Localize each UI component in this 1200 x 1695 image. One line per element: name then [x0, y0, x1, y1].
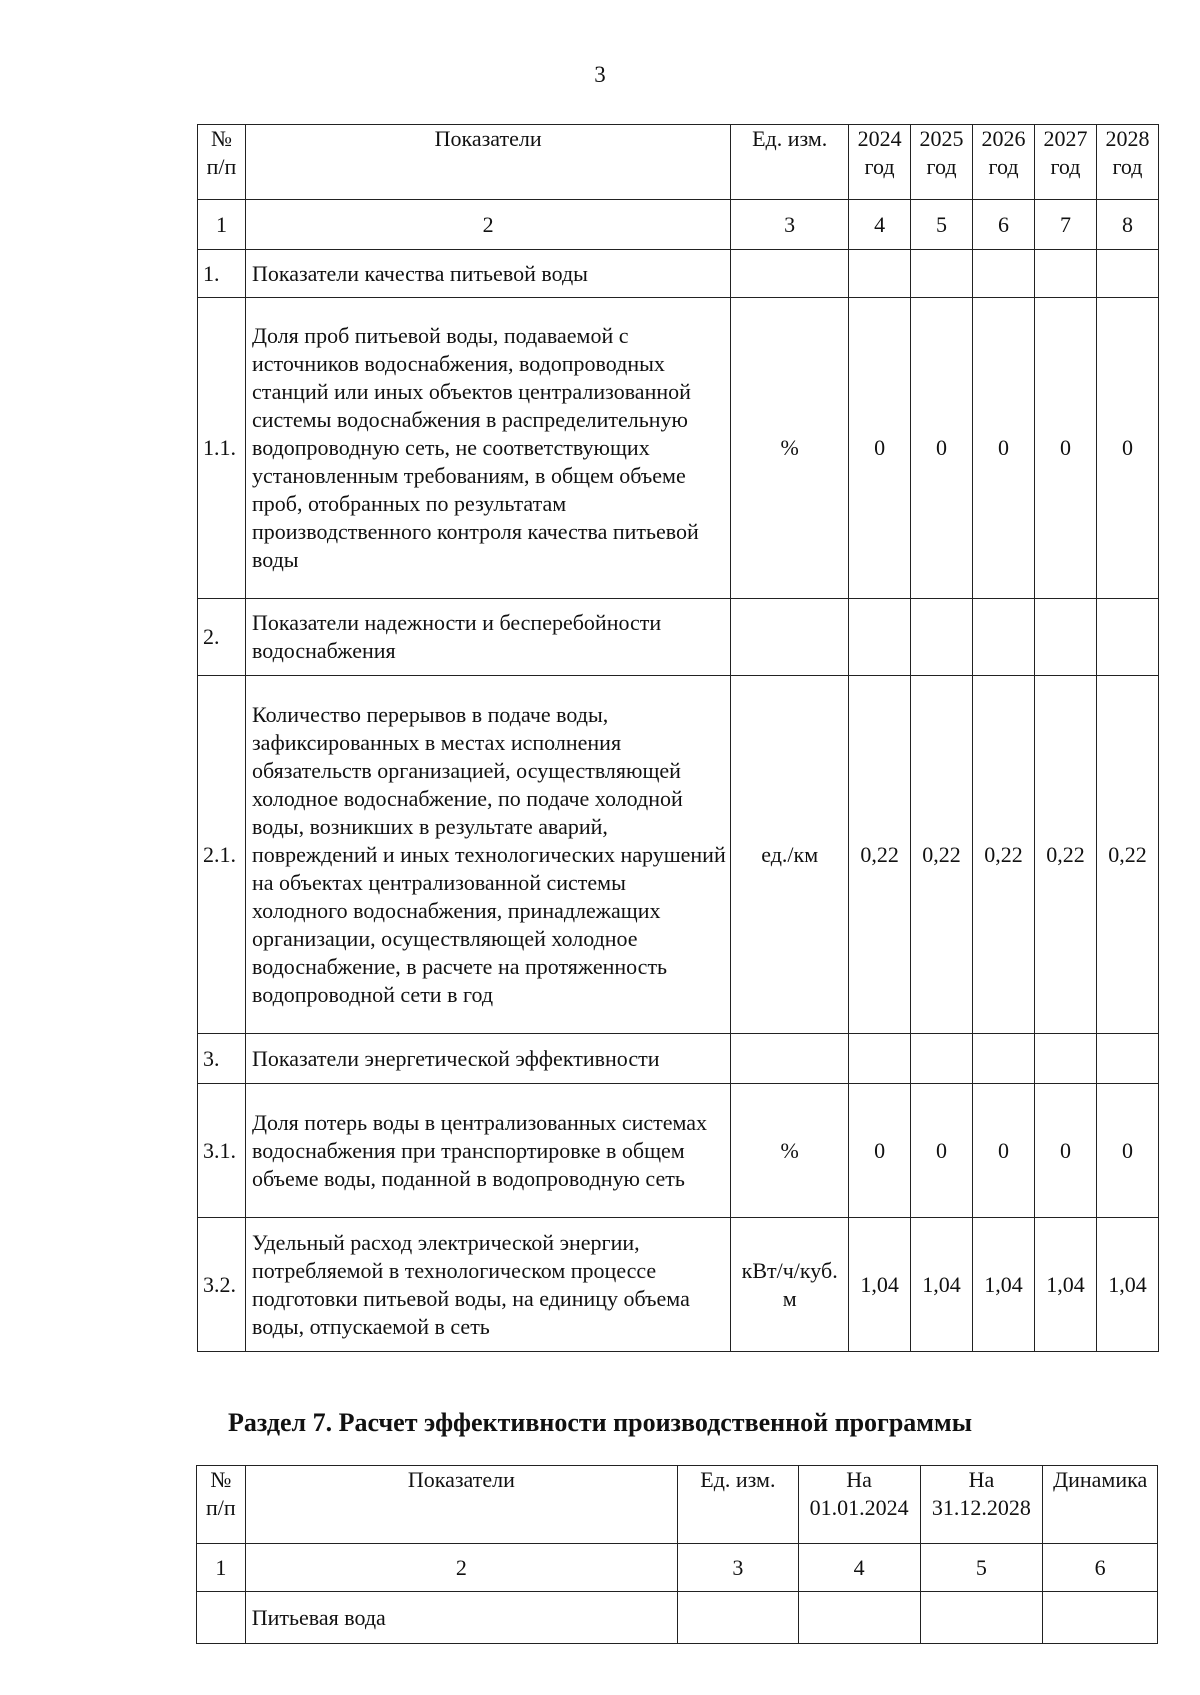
indicators-table: [197, 124, 1159, 1352]
row-value: [1096, 599, 1158, 676]
header-num: № п/п: [198, 125, 246, 200]
row-value: 0: [973, 298, 1035, 599]
row-num: 3.: [198, 1034, 246, 1084]
row-name: Количество перерывов в подаче воды, зафиксированных в местах исполнения обязательств организацией, осуществляющей холодное водоснабжение, по подаче холодной воды, возникших в результате аварий, повреждений и иных технологических нарушений на объектах централизованной системы холодного водоснабжения, принадлежащих организации, осуществляющей холодное водоснабжение, в расчете на протяженность водопроводной сети в год: [245, 676, 730, 1034]
row-value: 0,22: [1035, 676, 1097, 1034]
row-num: [197, 1592, 246, 1644]
col-number: 4: [798, 1544, 920, 1592]
header-year: 2024 год: [849, 125, 911, 200]
table-row: [197, 1592, 1158, 1644]
table-row: [198, 250, 1159, 298]
header-year: 2026 год: [973, 125, 1035, 200]
header-end: На 31.12.2028: [920, 1466, 1043, 1544]
page-number: 3: [594, 62, 606, 87]
row-value: 0: [849, 298, 911, 599]
row-name: Показатели надежности и бесперебойности водоснабжения: [245, 599, 730, 676]
row-start: [798, 1592, 920, 1644]
row-value: [1035, 599, 1097, 676]
row-unit: [678, 1592, 799, 1644]
row-value: 0: [1035, 298, 1097, 599]
row-unit: ед./км: [731, 676, 849, 1034]
row-value: [973, 599, 1035, 676]
row-value: [1035, 250, 1097, 298]
row-unit: %: [731, 298, 849, 599]
row-unit: кВт/ч/куб. м: [731, 1218, 849, 1352]
row-unit: [731, 250, 849, 298]
row-name: Доля проб питьевой воды, подаваемой с источников водоснабжения, водопроводных станций или иных объектов централизованной системы водоснабжения в распределительную водопроводную сеть, не соответствующих установленным требованиям, в общем объеме проб, отобранных по результатам производственного контроля качества питьевой воды: [245, 298, 730, 599]
row-unit: [731, 599, 849, 676]
row-value: 0: [1096, 298, 1158, 599]
row-value: [849, 599, 911, 676]
col-number: 3: [731, 200, 849, 250]
table-row: [198, 298, 1159, 599]
header-year: 2027 год: [1035, 125, 1097, 200]
row-name: Питьевая вода: [245, 1592, 677, 1644]
row-num: 2.1.: [198, 676, 246, 1034]
section-title: Раздел 7. Расчет эффективности производственной программы: [227, 1408, 973, 1437]
col-number: 2: [245, 1544, 677, 1592]
col-number: 7: [1035, 200, 1097, 250]
row-name: Показатели энергетической эффективности: [245, 1034, 730, 1084]
header-dynamics: Динамика: [1043, 1466, 1158, 1544]
header-indicator: Показатели: [245, 125, 730, 200]
row-dynamics: [1043, 1592, 1158, 1644]
table-row: [198, 1084, 1159, 1218]
row-value: 0,22: [1096, 676, 1158, 1034]
row-num: 2.: [198, 599, 246, 676]
column-number-row: [198, 200, 1159, 250]
header-num: № п/п: [197, 1466, 246, 1544]
row-value: [849, 250, 911, 298]
row-value: 1,04: [1035, 1218, 1097, 1352]
row-value: [973, 250, 1035, 298]
row-num: 3.1.: [198, 1084, 246, 1218]
col-number: 1: [198, 200, 246, 250]
row-name: Показатели качества питьевой воды: [245, 250, 730, 298]
row-value: [1096, 250, 1158, 298]
header-year: 2025 год: [911, 125, 973, 200]
row-num: 1.: [198, 250, 246, 298]
row-end: [920, 1592, 1043, 1644]
row-value: 0,22: [849, 676, 911, 1034]
row-value: 0: [1035, 1084, 1097, 1218]
row-value: [1035, 1034, 1097, 1084]
table-header-row: [198, 125, 1159, 200]
header-year: 2028 год: [1096, 125, 1158, 200]
col-number: 5: [920, 1544, 1043, 1592]
row-value: 1,04: [1096, 1218, 1158, 1352]
row-value: 0: [849, 1084, 911, 1218]
row-value: [849, 1034, 911, 1084]
col-number: 5: [911, 200, 973, 250]
col-number: 1: [197, 1544, 246, 1592]
table-row: [198, 1218, 1159, 1352]
column-number-row: [197, 1544, 1158, 1592]
row-value: [973, 1034, 1035, 1084]
row-value: 0: [1096, 1084, 1158, 1218]
row-value: [911, 1034, 973, 1084]
row-value: [1096, 1034, 1158, 1084]
row-value: 0: [973, 1084, 1035, 1218]
row-value: 0,22: [911, 676, 973, 1034]
col-number: 4: [849, 200, 911, 250]
row-value: [911, 250, 973, 298]
table-row: [198, 676, 1159, 1034]
col-number: 8: [1096, 200, 1158, 250]
row-name: Удельный расход электрической энергии, потребляемой в технологическом процессе подготовки питьевой воды, на единицу объема воды, отпускаемой в сеть: [245, 1218, 730, 1352]
col-number: 6: [973, 200, 1035, 250]
row-value: [911, 599, 973, 676]
col-number: 2: [245, 200, 730, 250]
efficiency-table: [196, 1465, 1158, 1644]
header-unit: Ед. изм.: [678, 1466, 799, 1544]
row-value: 1,04: [849, 1218, 911, 1352]
row-name: Доля потерь воды в централизованных системах водоснабжения при транспортировке в общем объеме воды, поданной в водопроводную сеть: [245, 1084, 730, 1218]
row-num: 1.1.: [198, 298, 246, 599]
row-unit: %: [731, 1084, 849, 1218]
table-header-row: [197, 1466, 1158, 1544]
row-num: 3.2.: [198, 1218, 246, 1352]
col-number: 3: [678, 1544, 799, 1592]
row-value: 1,04: [973, 1218, 1035, 1352]
header-unit: Ед. изм.: [731, 125, 849, 200]
row-value: 0,22: [973, 676, 1035, 1034]
table-row: [198, 599, 1159, 676]
row-unit: [731, 1034, 849, 1084]
row-value: 0: [911, 1084, 973, 1218]
row-value: 1,04: [911, 1218, 973, 1352]
header-start: На 01.01.2024: [798, 1466, 920, 1544]
header-indicator: Показатели: [245, 1466, 677, 1544]
table-row: [198, 1034, 1159, 1084]
col-number: 6: [1043, 1544, 1158, 1592]
row-value: 0: [911, 298, 973, 599]
